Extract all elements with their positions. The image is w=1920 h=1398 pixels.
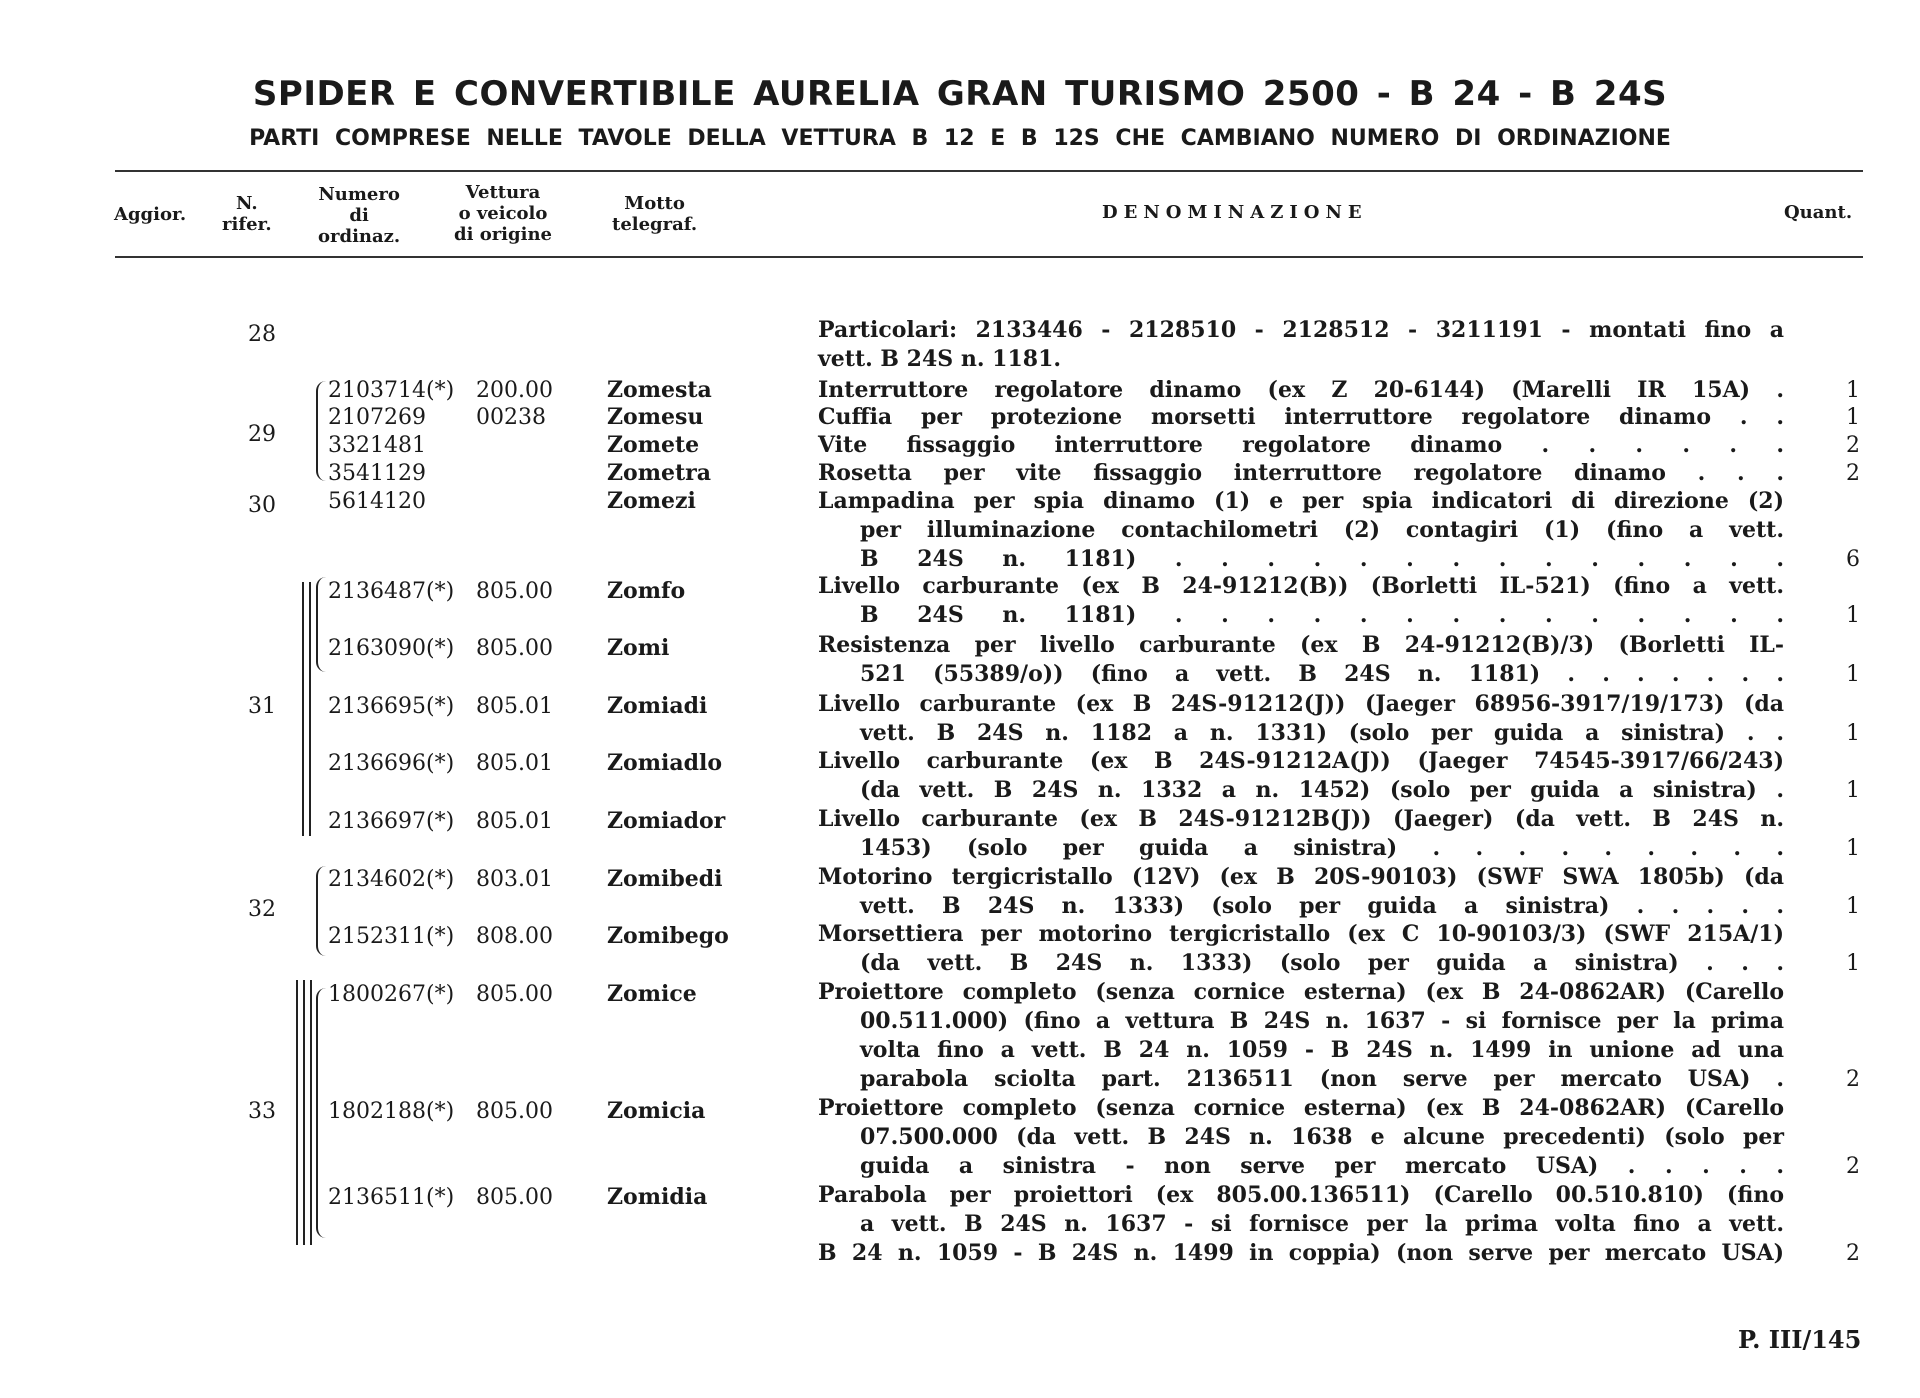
ref-number: 31 xyxy=(248,694,276,719)
motto-telegraf: Zometra xyxy=(607,460,712,486)
vehicle-origin: 805.01 xyxy=(476,694,553,719)
denomination-text: Resistenza per livello carburante (ex B 24-91212(B)/3) (Borletti IL- 521 (55389/o)) (fino a vett. B 24S n. 1181) . . . . . . . xyxy=(818,632,1784,687)
motto-telegraf: Zomi xyxy=(607,635,670,661)
vehicle-origin: 805.00 xyxy=(476,1185,553,1210)
vehicle-origin: 808.00 xyxy=(476,924,553,949)
order-number: 2152311(*) xyxy=(328,924,455,949)
quantity: 1 xyxy=(1846,603,1860,628)
motto-telegraf: Zomete xyxy=(607,432,700,458)
denomination-text: Livello carburante (ex B 24S-91212(J)) (Jaeger 68956-3917/19/173) (da vett. B 24S n. 1182 a n. 1331) (solo per guida a sinistra) . . xyxy=(818,691,1784,746)
motto-telegraf: Zomiadi xyxy=(607,693,708,719)
denomination-text: Interruttore regolatore dinamo (ex Z 20-6144) (Marelli IR 15A) . xyxy=(818,377,1784,403)
motto-telegraf: Zomidia xyxy=(607,1184,708,1210)
vehicle-origin: 805.00 xyxy=(476,636,553,661)
quantity: 1 xyxy=(1846,778,1860,803)
group-brace xyxy=(316,988,328,1238)
vehicle-origin: 805.00 xyxy=(476,1099,553,1124)
denomination-text: Cuffia per protezione morsetti interruttore regolatore dinamo . . xyxy=(818,404,1784,430)
vehicle-origin: 805.00 xyxy=(476,982,553,1007)
group-bracket xyxy=(303,980,305,1245)
motto-telegraf: Zomiador xyxy=(607,808,726,834)
denomination-text: Livello carburante (ex B 24S-91212A(J)) (Jaeger 74545-3917/66/243) (da vett. B 24S n. 1332 a n. 1452) (solo per guida a sinistra) . xyxy=(818,748,1784,803)
order-number: 2107269 xyxy=(328,405,426,430)
motto-telegraf: Zomice xyxy=(607,981,697,1007)
order-number: 1802188(*) xyxy=(328,1099,455,1124)
order-number: 2134602(*) xyxy=(328,867,455,892)
ref-number: 28 xyxy=(248,322,276,347)
motto-telegraf: Zomiadlo xyxy=(607,750,723,776)
vehicle-origin: 00238 xyxy=(476,405,546,430)
document-subtitle: PARTI COMPRESE NELLE TAVOLE DELLA VETTURA B 12 E B 12S CHE CAMBIANO NUMERO DI ORDINAZIONE xyxy=(249,126,1671,151)
vehicle-origin: 805.01 xyxy=(476,809,553,834)
motto-telegraf: Zomfo xyxy=(607,578,686,604)
quantity: 2 xyxy=(1846,433,1860,458)
group-brace xyxy=(316,381,328,481)
order-number: 2136487(*) xyxy=(328,579,455,604)
denomination-text: Proiettore completo (senza cornice esterna) (ex B 24-0862AR) (Carello 00.511.000) (fino a vettura B 24S n. 1637 - si fornisce per la prima volta fino a vett. B 24 n. 1059 - B 24S n. 1499 in unione ad una parabola sciolta part. 2136511 (non serve per mercato USA) . xyxy=(818,979,1784,1092)
column-header-vettura: Vettura o veicolo di origine xyxy=(454,182,552,245)
motto-telegraf: Zomesta xyxy=(607,377,712,403)
denomination-text: Livello carburante (ex B 24-91212(B)) (Borletti IL-521) (fino a vett. B 24S n. 1181) . . . . . . . . . . . . . . xyxy=(818,573,1784,628)
quantity: 1 xyxy=(1846,405,1860,430)
motto-telegraf: Zomibego xyxy=(607,923,729,949)
column-header-rifer: N. rifer. xyxy=(222,193,272,235)
vehicle-origin: 805.00 xyxy=(476,579,553,604)
quantity: 2 xyxy=(1846,1067,1860,1092)
vehicle-origin: 200.00 xyxy=(476,378,553,403)
quantity: 1 xyxy=(1846,894,1860,919)
column-header-denominazione: DENOMINAZIONE xyxy=(1102,202,1368,223)
denomination-text: Parabola per proiettori (ex 805.00.136511) (Carello 00.510.810) (fino a vett. B 24S n. 1637 - si fornisce per la prima volta fino a vett. B 24 n. 1059 - B 24S n. 1499 in coppia) (non serve per mercato USA) xyxy=(818,1182,1784,1266)
quantity: 1 xyxy=(1846,721,1860,746)
denomination-text: Vite fissaggio interruttore regolatore dinamo . . . . . . xyxy=(818,432,1784,458)
denomination-text: Rosetta per vite fissaggio interruttore regolatore dinamo . . . xyxy=(818,460,1784,486)
denomination-text: Lampadina per spia dinamo (1) e per spia indicatori di direzione (2) per illuminazione contachilometri (2) contagiri (1) (fino a vett. B 24S n. 1181) . . . . . . . . . . . . . . xyxy=(818,488,1784,572)
vehicle-origin: 803.01 xyxy=(476,867,553,892)
denomination-text: Particolari: 2133446 - 2128510 - 2128512 - 3211191 - montati fino a vett. B 24S n. 1181. xyxy=(818,317,1784,372)
group-bracket xyxy=(302,582,304,836)
quantity: 6 xyxy=(1846,547,1860,572)
order-number: 2136696(*) xyxy=(328,751,455,776)
ref-number: 32 xyxy=(248,897,276,922)
quantity: 1 xyxy=(1846,836,1860,861)
denomination-text: Livello carburante (ex B 24S-91212B(J)) (Jaeger) (da vett. B 24S n. 1453) (solo per guida a sinistra) . . . . . . . . . xyxy=(818,806,1784,861)
motto-telegraf: Zomesu xyxy=(607,404,704,430)
denomination-text: Proiettore completo (senza cornice esterna) (ex B 24-0862AR) (Carello 07.500.000 (da vett. B 24S n. 1638 e alcune precedenti) (solo per guida a sinistra - non serve per mercato USA) . . . . . xyxy=(818,1095,1784,1179)
header-rule-top xyxy=(115,170,1863,172)
group-brace xyxy=(316,577,328,672)
header-rule-bottom xyxy=(115,256,1863,258)
motto-telegraf: Zomezi xyxy=(607,488,696,514)
column-header-motto: Motto telegraf. xyxy=(612,193,698,235)
group-brace xyxy=(316,866,328,956)
order-number: 3321481 xyxy=(328,433,426,458)
page-number: P. III/145 xyxy=(1738,1325,1862,1354)
denomination-text: Morsettiera per motorino tergicristallo (ex C 10-90103/3) (SWF 215A/1) (da vett. B 24S n. 1333) (solo per guida a sinistra) . . . xyxy=(818,921,1784,976)
quantity: 1 xyxy=(1846,951,1860,976)
group-bracket xyxy=(296,980,298,1245)
document-title: SPIDER E CONVERTIBILE AURELIA GRAN TURISMO 2500 - B 24 - B 24S xyxy=(252,74,1668,114)
order-number: 3541129 xyxy=(328,461,426,486)
order-number: 5614120 xyxy=(328,489,426,514)
motto-telegraf: Zomicia xyxy=(607,1098,706,1124)
quantity: 2 xyxy=(1846,1241,1860,1266)
order-number: 2136695(*) xyxy=(328,694,455,719)
ref-number: 29 xyxy=(248,422,276,447)
order-number: 2163090(*) xyxy=(328,636,455,661)
ref-number: 33 xyxy=(248,1099,276,1124)
group-bracket xyxy=(310,980,312,1245)
order-number: 2136697(*) xyxy=(328,809,455,834)
order-number: 2103714(*) xyxy=(328,378,455,403)
vehicle-origin: 805.01 xyxy=(476,751,553,776)
quantity: 2 xyxy=(1846,1154,1860,1179)
motto-telegraf: Zomibedi xyxy=(607,866,723,892)
quantity: 1 xyxy=(1846,378,1860,403)
column-header-ordinaz: Numero di ordinaz. xyxy=(318,184,401,247)
denomination-text: Motorino tergicristallo (12V) (ex B 20S-90103) (SWF SWA 1805b) (da vett. B 24S n. 1333) (solo per guida a sinistra) . . . . . xyxy=(818,864,1784,919)
order-number: 1800267(*) xyxy=(328,982,455,1007)
ref-number: 30 xyxy=(248,493,276,518)
quantity: 2 xyxy=(1846,461,1860,486)
group-bracket xyxy=(309,582,311,836)
quantity: 1 xyxy=(1846,662,1860,687)
column-header-quant: Quant. xyxy=(1784,202,1853,223)
order-number: 2136511(*) xyxy=(328,1185,455,1210)
column-header-aggior: Aggior. xyxy=(114,204,187,225)
